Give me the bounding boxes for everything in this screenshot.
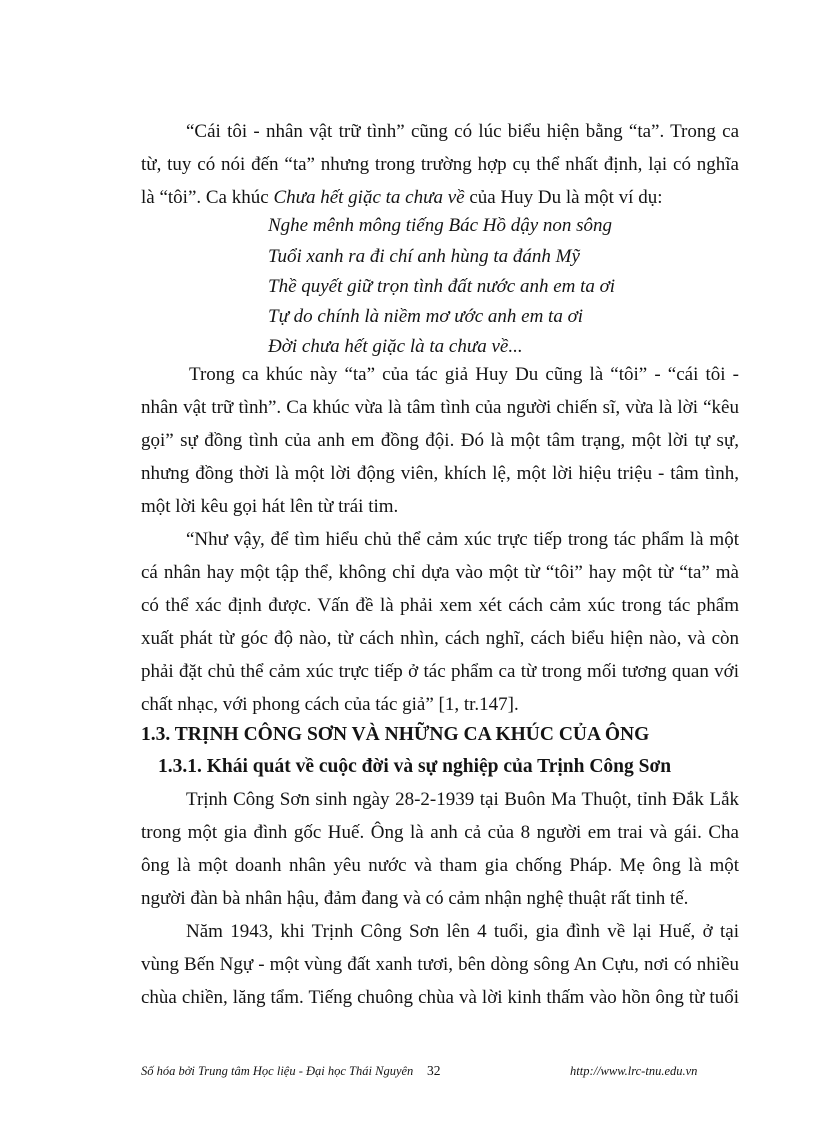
paragraph-line: ông là một doanh nhân yêu nước và tham gia chống Pháp. Mẹ ông là một [141,855,739,876]
paragraph-line [141,185,739,211]
paragraph-line: vùng Bến Ngự - một vùng đất xanh tươi, bên dòng sông An Cựu, nơi có nhiều [141,954,739,975]
footer-url: http://www.lrc-tnu.edu.vn [570,1064,698,1078]
paragraph-line: “Cái tôi - nhân vật trữ tình” cũng có lúc biểu hiện bằng “ta”. Trong ca [186,121,739,142]
paragraph-line: Trịnh Công Sơn sinh ngày 28-2-1939 tại Buôn Ma Thuột, tỉnh Đắk Lắk [186,789,739,810]
lyric-line: Nghe mênh mông tiếng Bác Hồ dậy non sông [268,215,613,236]
paragraph-line: “Như vậy, để tìm hiểu chủ thể cảm xúc trực tiếp trong tác phẩm là một [186,529,739,550]
paragraph-line: có thể xác định được. Vấn đề là phải xem xét cách cảm xúc trong tác phẩm [141,595,739,616]
paragraph-line: nhưng đồng thời là một lời động viên, khích lệ, một lời hiệu triệu - tâm tình, [141,463,739,484]
text-run: là “tôi”. Ca khúc [141,187,274,208]
song-title: Chưa hết giặc ta chưa về [273,187,465,208]
subsection-heading: 1.3.1. Khái quát về cuộc đời và sự nghiệp của Trịnh Công Sơn [158,756,672,777]
lyric-line: Thề quyết giữ trọn tình đất nước anh em ta ơi [268,276,616,297]
footer-source: Số hóa bởi Trung tâm Học liệu - Đại học Thái Nguyên [141,1064,414,1078]
paragraph-line: Trong ca khúc này “ta” của tác giả Huy Du cũng là “tôi” - “cái tôi - [189,364,739,385]
paragraph-line: trong một gia đình gốc Huế. Ông là anh cả của 8 người em trai và gái. Cha [141,822,739,843]
paragraph-line: gọi” sự đồng tình của anh em đồng đội. Đó là một tâm trạng, một lời tự sự, [141,430,739,451]
paragraph-line: từ, tuy có nói đến “ta” nhưng trong trường hợp cụ thể nhất định, lại có nghĩa [141,154,739,175]
paragraph-line: một lời kêu gọi hát lên từ trái tim. [141,496,399,517]
paragraph-line: phải đặt chủ thể cảm xúc trực tiếp ở tác phẩm ca từ trong mối tương quan với [141,661,739,682]
page-number: 32 [427,1063,441,1078]
paragraph-line: cá nhân hay một tập thể, không chỉ dựa vào một từ “tôi” hay một từ “ta” mà [141,562,739,583]
lyric-line: Đời chưa hết giặc là ta chưa về... [268,336,523,357]
text-run: của Huy Du là một ví dụ: [464,187,663,208]
paragraph-line: chùa chiền, lăng tẩm. Tiếng chuông chùa và lời kinh thấm vào hồn ông từ tuổi [141,987,739,1008]
paragraph-line: nhân vật trữ tình”. Ca khúc vừa là tâm tình của người chiến sĩ, vừa là lời “kêu [141,397,739,418]
section-heading: 1.3. TRỊNH CÔNG SƠN VÀ NHỮNG CA KHÚC CỦA ÔNG [141,724,650,745]
lyric-line: Tự do chính là niềm mơ ước anh em ta ơi [268,306,584,327]
paragraph-line: người đàn bà nhân hậu, đảm đang và có cảm nhận nghệ thuật rất tinh tế. [141,888,689,909]
paragraph-line: chất nhạc, với phong cách của tác giả” [1, tr.147]. [141,694,519,715]
paragraph-line: xuất phát từ góc độ nào, từ cách nhìn, cách nghĩ, cách biểu hiện nào, và còn [141,628,739,649]
lyric-line: Tuổi xanh ra đi chí anh hùng ta đánh Mỹ [268,246,580,267]
paragraph-line: Năm 1943, khi Trịnh Công Sơn lên 4 tuổi, gia đình về lại Huế, ở tại [186,921,739,942]
